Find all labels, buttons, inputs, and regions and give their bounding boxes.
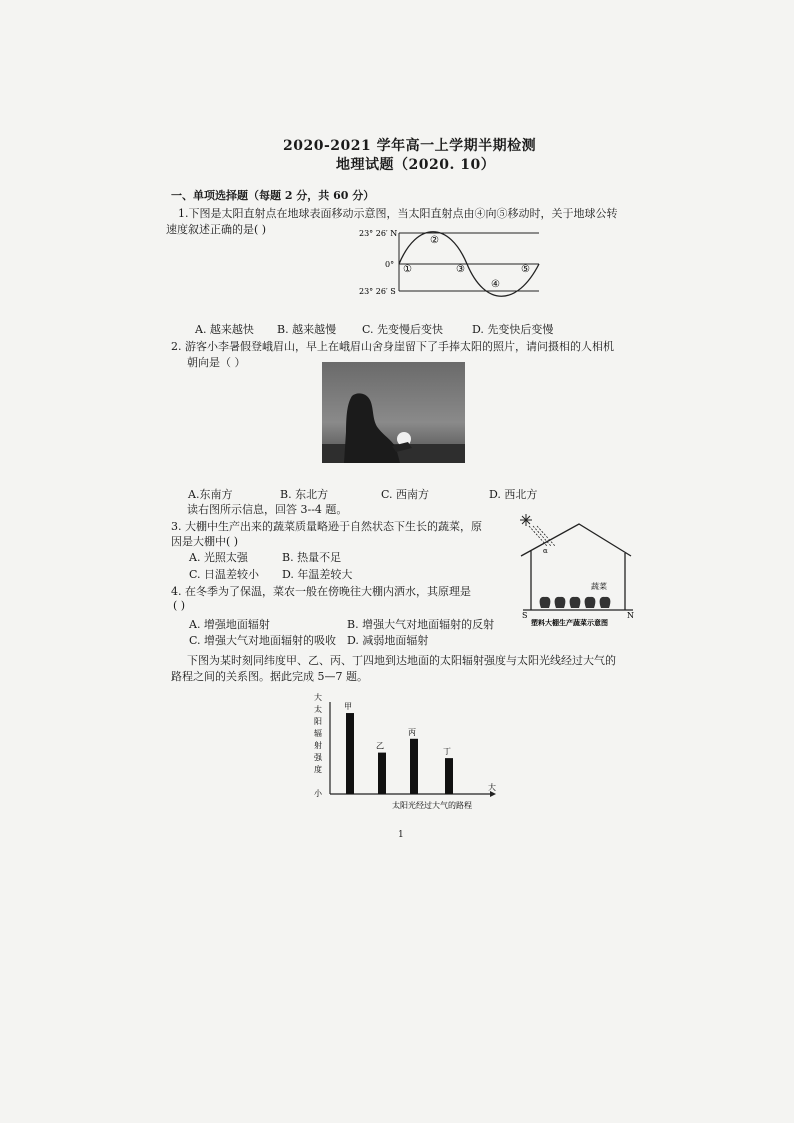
point-5-marker: ⑤ [521,264,530,275]
lat-north-label: 23° 26′ N [359,229,398,238]
bar-label-2: 丙 [408,727,416,737]
q1-stem-line2: 速度叙述正确的是( ) [166,223,267,236]
lat-south-label: 23° 26′ S [359,287,396,296]
q4-option-b: B. 增强大气对地面辐射的反射 [347,618,495,631]
bar-0 [346,713,354,794]
intro-5-7-line1: 下图为某时刻同纬度甲、乙、丙、丁四地到达地面的太阳辐射强度与太阳光线经过大气的 [187,654,616,667]
q3-option-d: D. 年温差较大 [282,568,353,581]
equator-label: 0° [385,260,395,269]
q2-option-b: B. 东北方 [280,488,329,501]
y-axis-label [314,692,323,798]
exam-title: 2020-2021 学年高一上学期半期检测 [283,138,537,154]
point-1-marker: ① [403,264,412,275]
north-label: N [627,611,634,620]
q1-option-a: A. 越来越快 [195,323,254,336]
x-axis-label: 太阳光经过大气的路程 [392,801,472,810]
vegetable-label: 蔬菜 [591,582,607,591]
y-axis-label-char: 辐 [314,729,322,738]
bar-label-1: 乙 [376,741,384,751]
y-axis-label-char: 小 [314,789,322,798]
y-axis-label-char: 太 [314,705,322,714]
emei-sunrise-photo [322,362,465,463]
q3-option-a: A. 光照太强 [189,551,248,564]
bar-label-0: 甲 [344,702,352,712]
q4-option-d: D. 减弱地面辐射 [347,634,429,647]
intro-3-4: 读右图所示信息，回答 3--4 题。 [187,503,348,516]
q3-stem-line1: 3. 大棚中生产出来的蔬菜质量略逊于自然状态下生长的蔬菜，原 [171,520,482,533]
solar-radiation-bar-chart [300,690,505,815]
y-axis-label-char: 强 [314,753,322,762]
greenhouse-caption: 塑料大棚生产蔬菜示意图 [531,618,608,627]
sun-angle-label: α [543,547,548,555]
subsolar-point-diagram [355,225,545,297]
q2-stem-line1: 2. 游客小李暑假登峨眉山，早上在峨眉山舍身崖留下了手捧太阳的照片，请问摄相的人相机 [171,340,614,353]
x-axis-end-label: 大 [488,783,496,792]
sun-icon [520,514,532,526]
section-heading: 一、单项选择题（每题 2 分，共 60 分） [171,189,375,202]
q3-option-b: B. 热量不足 [282,551,342,564]
y-axis-label-char: 大 [314,693,322,702]
q1-option-b: B. 越来越慢 [277,323,337,336]
bar-label-3: 丁 [443,747,451,757]
point-3-marker: ③ [456,264,465,275]
q1-option-c: C. 先变慢后变快 [362,323,444,336]
q4-option-c: C. 增强大气对地面辐射的吸收 [189,634,337,647]
point-4-marker: ④ [491,279,500,290]
y-axis-label-char: 阳 [314,717,322,726]
q1-option-d: D. 先变快后变慢 [472,323,554,336]
q4-stem-line2: ( ) [173,599,186,612]
q3-option-c: C. 日温差较小 [189,568,260,581]
page-number: 1 [398,830,404,840]
q2-stem-line2: 朝向是（ ） [187,356,246,369]
intro-5-7-line2: 路程之间的关系图。据此完成 5—7 题。 [171,670,368,683]
q4-option-a: A. 增强地面辐射 [189,618,270,631]
q2-option-d: D. 西北方 [489,488,538,501]
exam-subtitle: 地理试题（2020. 10） [336,157,496,173]
greenhouse-diagram [515,512,640,630]
q2-option-a: A.东南方 [188,488,233,501]
y-axis-label-char: 射 [314,741,322,750]
south-label: S [522,611,528,620]
q1-stem-line1: 1.下图是太阳直射点在地球表面移动示意图，当太阳直射点由④向⑤移动时，关于地球公转 [178,207,618,220]
point-2-marker: ② [430,235,439,246]
bar-2 [410,739,418,794]
q4-stem-line1: 4. 在冬季为了保温，菜农一般在傍晚往大棚内洒水，其原理是 [171,585,471,598]
bar-3 [445,758,453,794]
bar-1 [378,753,386,794]
q3-stem-line2: 因是大棚中( ) [171,535,239,548]
y-axis-label-char: 度 [314,765,322,774]
q2-option-c: C. 西南方 [381,488,430,501]
